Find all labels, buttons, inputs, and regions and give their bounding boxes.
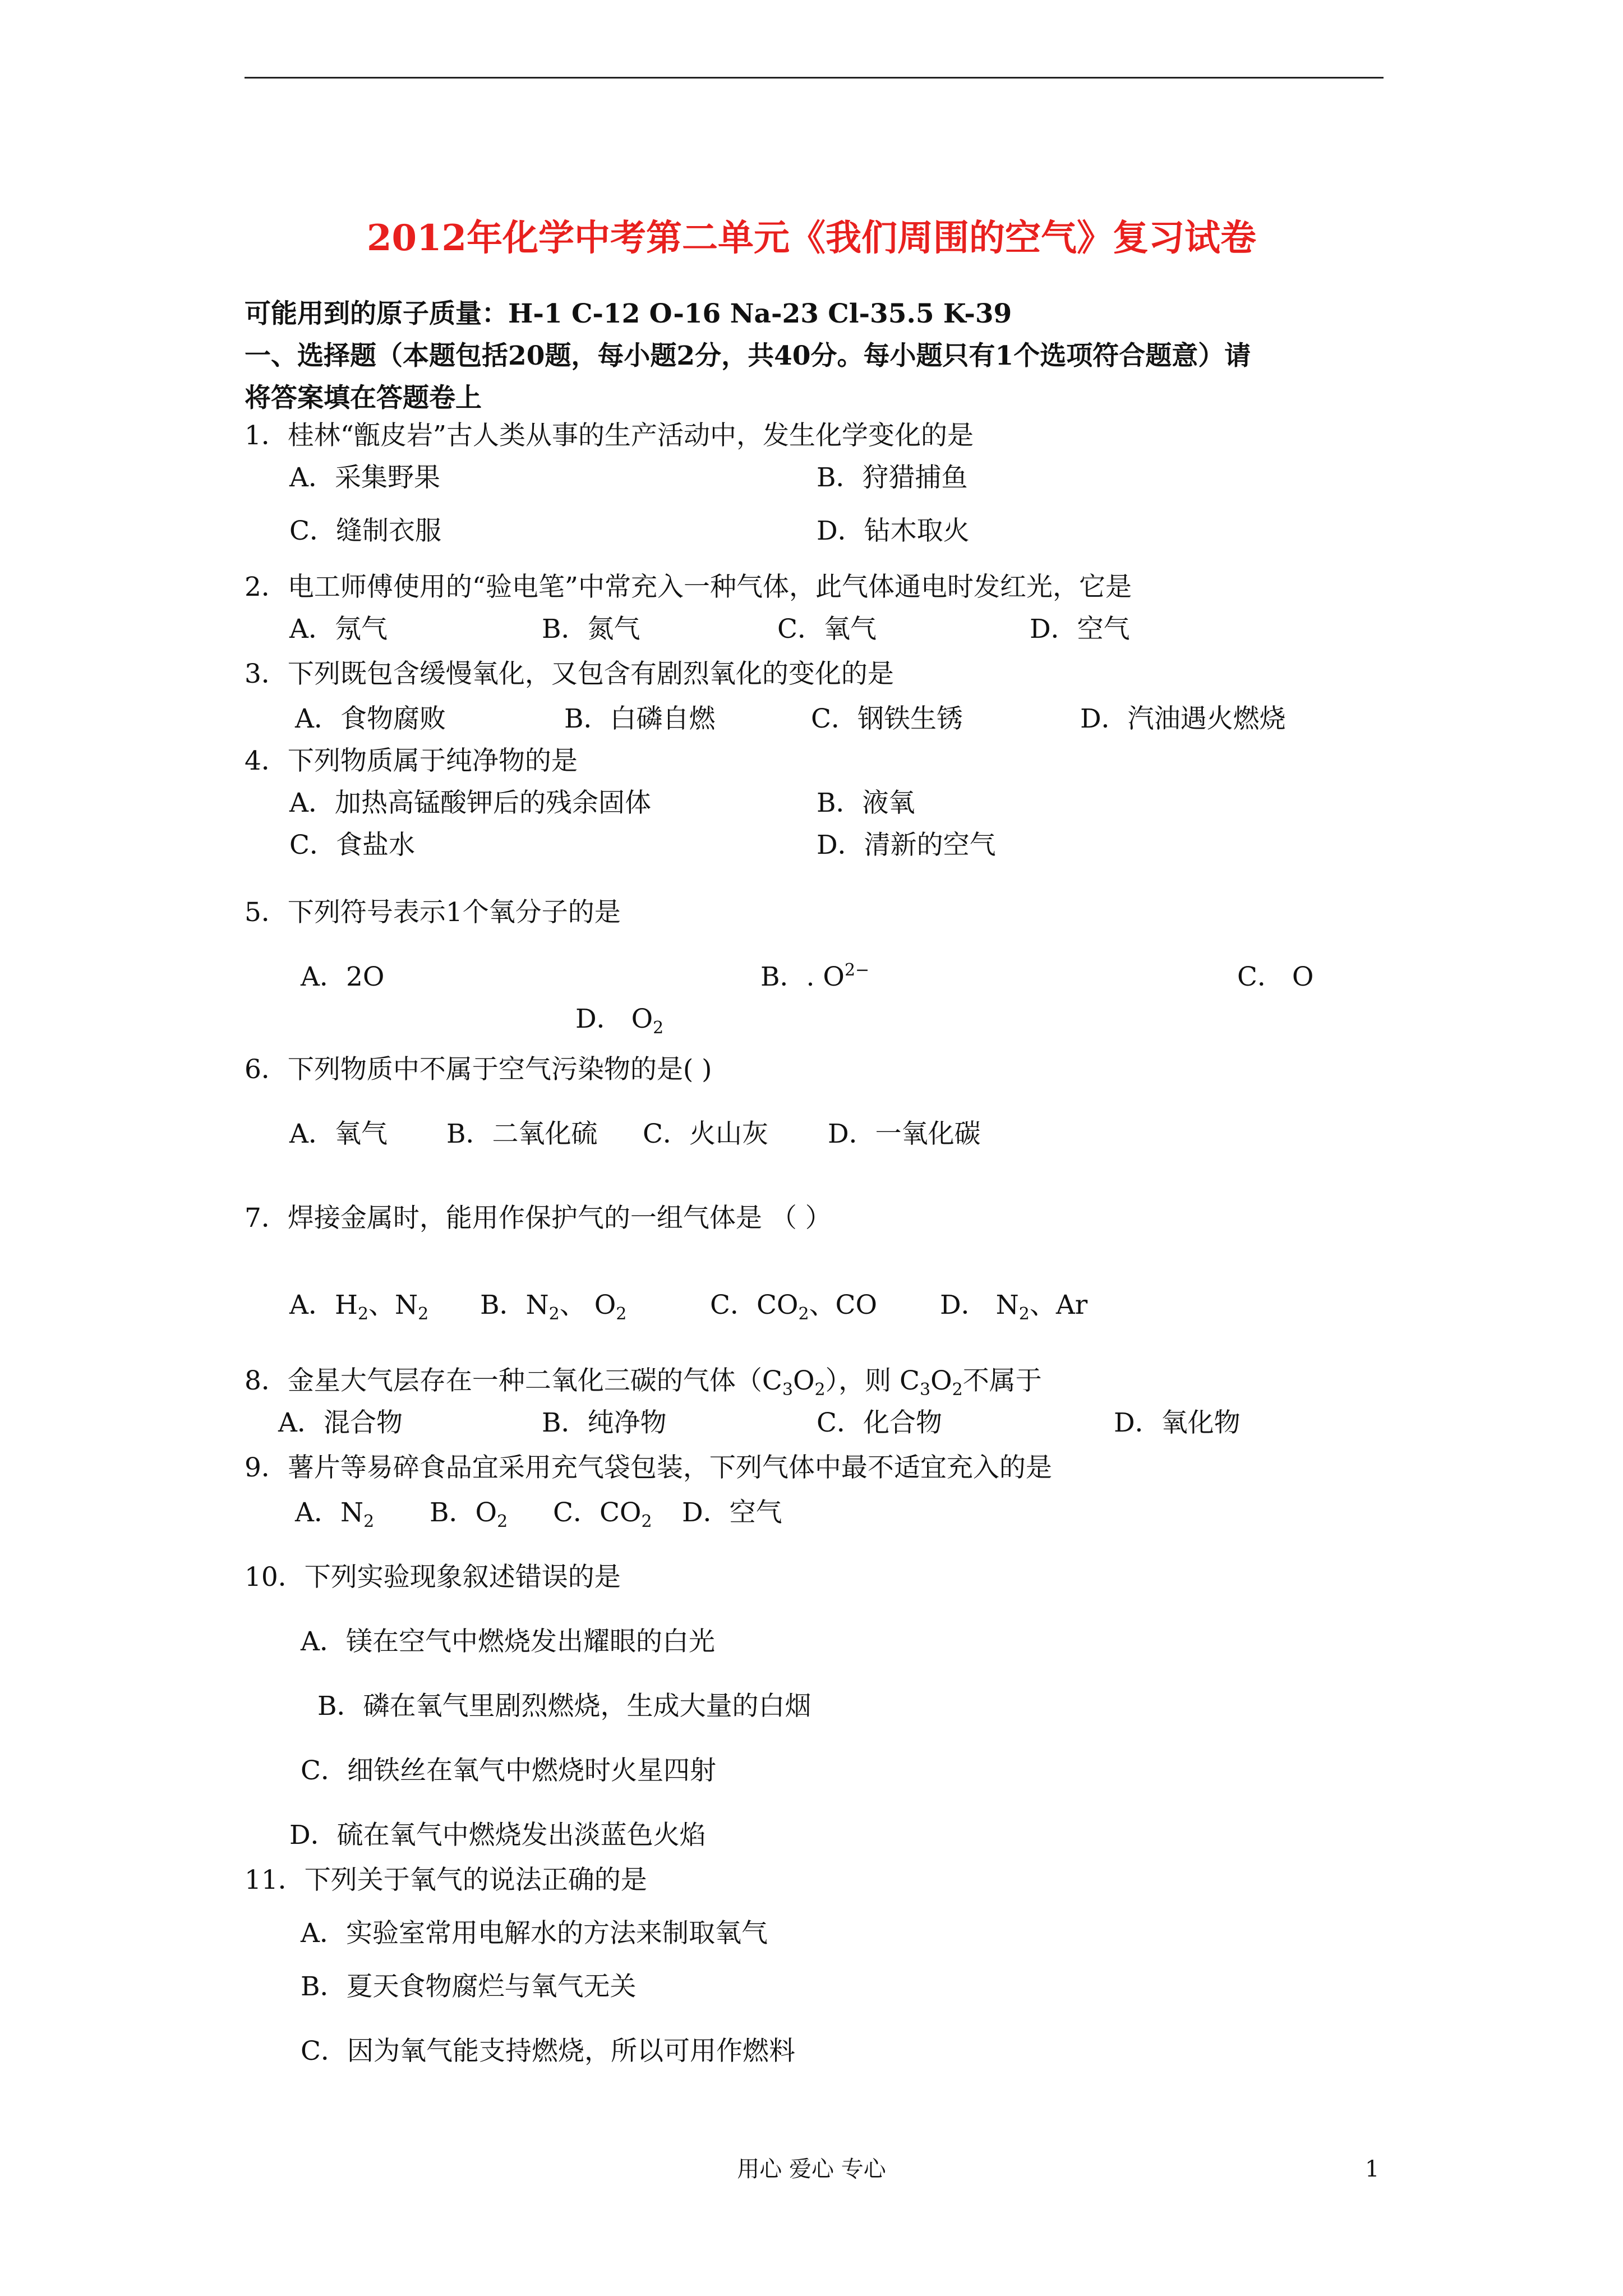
question-1-option-b: B．狩猎捕鱼 [817, 462, 968, 493]
question-7-option-b: B．$N_2$、 $O_2$ [480, 1290, 627, 1324]
question-3-stem: 3．下列既包含缓慢氧化，又包含有剧烈氧化的变化的是 [245, 659, 894, 689]
question-11-option-a: A．实验室常用电解水的方法来制取氧气 [301, 1918, 768, 1949]
question-9-option-c: C．$CO_2$ [553, 1497, 652, 1531]
page-title: 2012年化学中考第二单元《我们周围的空气》复习试卷 [366, 217, 1257, 259]
question-4-stem: 4．下列物质属于纯净物的是 [245, 746, 578, 776]
question-10-option-a: A．镁在空气中燃烧发出耀眼的白光 [301, 1626, 715, 1657]
page-number: 1 [1365, 2156, 1380, 2182]
question-5-option-a: A．2O [301, 961, 385, 992]
question-10-stem: 10．下列实验现象叙述错误的是 [245, 1562, 621, 1593]
question-4-option-a: A．加热高锰酸钾后的残余固体 [289, 788, 651, 818]
question-8-option-a: A．混合物 [278, 1407, 403, 1438]
question-4-option-c: C．食盐水 [289, 830, 415, 861]
question-7-stem: 7．焊接金属时，能用作保护气的一组气体是 （ ） [245, 1203, 832, 1234]
question-6-option-b: B．二氧化硫 [446, 1119, 598, 1149]
question-10-option-c: C．细铁丝在氧气中燃烧时火星四射 [301, 1755, 716, 1786]
question-4-option-b: B．液氧 [817, 788, 915, 818]
question-3-option-d: D．汽油遇火燃烧 [1080, 703, 1286, 734]
question-7-option-c: C．$CO_2$、CO [710, 1290, 878, 1324]
question-8-option-d: D．氧化物 [1114, 1407, 1241, 1438]
header-rule [245, 77, 1384, 79]
question-1-option-d: D．钻木取火 [817, 516, 970, 546]
question-7-option-d: D． $N_2$、Ar [940, 1290, 1088, 1324]
question-10-option-b: B．磷在氧气里剧烈燃烧，生成大量的白烟 [317, 1691, 811, 1722]
question-1-option-c: C．缝制衣服 [289, 516, 441, 546]
question-3-option-c: C．钢铁生锈 [811, 703, 963, 734]
question-9-stem: 9．薯片等易碎食品宜采用充气袋包装，下列气体中最不适宜充入的是 [245, 1452, 1052, 1483]
question-10-option-d: D．硫在氧气中燃烧发出淡蓝色火焰 [289, 1820, 706, 1851]
question-5-option-d: D． $O_2$ [575, 1004, 664, 1038]
question-6-option-a: A．氧气 [289, 1119, 388, 1149]
question-5-option-c: C． O [1237, 961, 1314, 992]
question-9-option-a: A．$N_2$ [295, 1497, 375, 1531]
atomic-mass-line: 可能用到的原子质量：H-1 C-12 O-16 Na-23 Cl-35.5 K-39 [245, 298, 1012, 329]
section-heading: 一、选择题（本题包括20题，每小题2分，共40分。每小题只有1个选项符合题意）请 [245, 341, 1251, 371]
question-2-option-d: D．空气 [1030, 614, 1130, 645]
section-heading-continued: 将答案填在答题卷上 [245, 383, 482, 413]
question-6-option-c: C．火山灰 [643, 1119, 768, 1149]
question-3-option-b: B．白磷自燃 [564, 703, 716, 734]
question-8-stem: 8．金星大气层存在一种二氧化三碳的气体$(C_3O_2)$，则 $C_3O_2$不属于 [245, 1365, 1042, 1400]
footer-slogan: 用心 爱心 专心 [737, 2156, 886, 2182]
question-9-option-d: D．空气 [682, 1497, 782, 1528]
question-3-option-a: A．食物腐败 [295, 703, 446, 734]
question-2-option-a: A．氖气 [289, 614, 388, 645]
question-2-option-b: B．氮气 [542, 614, 640, 645]
question-8-option-b: B．纯净物 [542, 1407, 667, 1438]
question-6-stem: 6．下列物质中不属于空气污染物的是( ) [245, 1054, 712, 1085]
question-1-stem: 1．桂林“甑皮岩”古人类从事的生产活动中，发生化学变化的是 [245, 420, 974, 451]
question-2-option-c: C．氧气 [777, 614, 877, 645]
question-11-stem: 11．下列关于氧气的说法正确的是 [245, 1865, 647, 1895]
question-1-option-a: A．采集野果 [289, 462, 440, 493]
question-8-option-c: C．化合物 [817, 1407, 942, 1438]
question-11-option-b: B．夏天食物腐烂与氧气无关 [301, 1971, 637, 2002]
question-4-option-d: D．清新的空气 [817, 830, 996, 861]
question-5-option-b: B．. $O^{2-}$ [760, 960, 870, 992]
question-11-option-c: C．因为氧气能支持燃烧，所以可用作燃料 [301, 2036, 795, 2067]
question-5-stem: 5．下列符号表示1个氧分子的是 [245, 897, 621, 928]
question-6-option-d: D．一氧化碳 [828, 1119, 981, 1149]
question-9-option-b: B．$O_2$ [430, 1497, 508, 1531]
question-7-option-a: A．$H_2$、$N_2$ [289, 1290, 429, 1324]
question-2-stem: 2．电工师傅使用的“验电笔”中常充入一种气体，此气体通电时发红光，它是 [245, 572, 1132, 602]
